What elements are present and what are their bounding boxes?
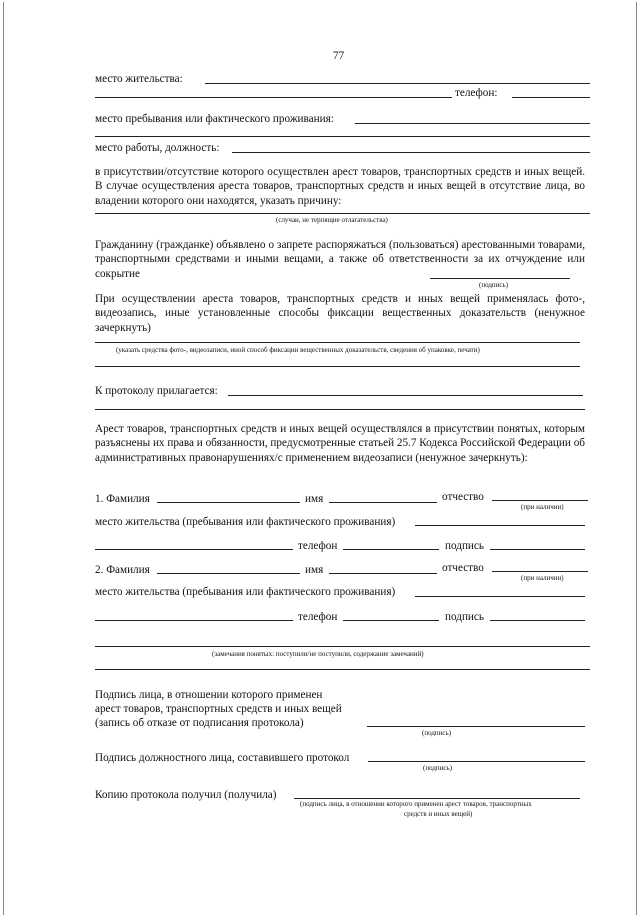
copy-signature-line[interactable]	[294, 798, 580, 799]
copy-received-label: Копию протокола получил (получила)	[95, 789, 277, 801]
photo-line-2[interactable]	[95, 366, 580, 367]
person-sign-label-1: Подпись лица, в отношении которого применен	[95, 689, 323, 701]
witness2-surname-label: 2. Фамилия	[95, 564, 150, 576]
witness2-patronymic-line[interactable]	[492, 571, 588, 572]
witness2-residence-label: место жительства (пребывания или фактического проживания)	[95, 586, 396, 598]
witness2-residence-line[interactable]	[415, 596, 585, 597]
witness1-name-line[interactable]	[329, 502, 437, 503]
witness2-signature-label: подпись	[445, 611, 484, 623]
witness2-patronymic-label: отчество	[442, 562, 484, 574]
presence-paragraph: в присутствии/отсутствие которого осуществлен арест товаров, транспортных средств и иных вещей. В случае осуществления ареста товаров, транспортных средств и иных вещей в отсутствие лица, во владении которого они находятся, указать причину:	[95, 166, 585, 207]
copy-hint-1: (подпись лица, в отношении которого применен арест товаров, транспортных	[300, 800, 532, 808]
witness2-surname-line[interactable]	[157, 573, 300, 574]
page-number: 77	[333, 50, 345, 62]
witness2-if-any-hint: (при наличии)	[521, 574, 564, 582]
work-label: место работы, должность:	[95, 142, 220, 154]
witness1-surname-label: 1. Фамилия	[95, 493, 150, 505]
photo-paragraph: При осуществлении ареста товаров, транспортных средств и иных вещей применялась фото-, видеозапись, иные установленные способы фиксации вещественных доказательств (ненужное зачеркнуть)	[95, 293, 585, 334]
attach-line[interactable]	[228, 395, 583, 396]
remarks-line[interactable]	[95, 646, 590, 647]
witness1-residence-line[interactable]	[415, 525, 585, 526]
copy-hint-2: средств и иных вещей)	[404, 810, 473, 818]
person-signature-line[interactable]	[367, 726, 585, 727]
person-signature-hint: (подпись)	[422, 729, 452, 737]
stay-label: место пребывания или фактического проживания:	[95, 113, 334, 125]
witness2-signature-line[interactable]	[490, 620, 585, 621]
stay-line-2[interactable]	[95, 136, 590, 137]
reason-hint: (случаи, не терпящие отлагательства)	[276, 216, 388, 224]
phone-line[interactable]	[512, 97, 590, 98]
phone-label: телефон:	[455, 87, 498, 99]
photo-hint: (указать средства фото-, видеозаписи, иной способ фиксации вещественных доказательств, сведения об упаковке, печати)	[116, 346, 480, 354]
residence-line-2[interactable]	[95, 97, 452, 98]
official-sign-label: Подпись должностного лица, составившего протокол	[95, 752, 350, 764]
person-sign-label-3: (запись об отказе от подписания протокола)	[95, 717, 304, 729]
witness1-patronymic-line[interactable]	[492, 500, 588, 501]
ban-signature-line[interactable]	[430, 278, 570, 279]
witness2-name-line[interactable]	[329, 573, 437, 574]
ban-paragraph: Гражданину (гражданке) объявлено о запрете распоряжаться (пользоваться) арестованными товарами, транспортными средствами и иными вещами, а также об ответственности за их отчуждение или сокрытие	[95, 239, 585, 280]
witness1-surname-line[interactable]	[157, 502, 300, 503]
witness1-residence-line-2[interactable]	[95, 549, 293, 550]
witness1-patronymic-label: отчество	[442, 491, 484, 503]
witness1-signature-label: подпись	[445, 540, 484, 552]
reason-line[interactable]	[95, 213, 590, 214]
official-signature-hint: (подпись)	[423, 764, 453, 772]
witness2-phone-label: телефон	[298, 611, 338, 623]
work-line[interactable]	[232, 152, 590, 153]
official-signature-line[interactable]	[368, 761, 585, 762]
witness2-name-label: имя	[305, 564, 324, 576]
witness-paragraph: Арест товаров, транспортных средств и иных вещей осуществлялся в присутствии понятых, которым разъяснены их права и обязанности, предусмотренные статьей 25.7 Кодекса Российской Федерации об административных правонарушениях/с применением видеозаписи (ненужное зачеркнуть):	[95, 423, 585, 464]
stay-line[interactable]	[355, 123, 590, 124]
residence-line[interactable]	[205, 83, 590, 84]
attach-label: К протоколу прилагается:	[95, 385, 218, 397]
remarks-line-2[interactable]	[95, 669, 590, 670]
witness1-phone-line[interactable]	[343, 549, 439, 550]
residence-label: место жительства:	[95, 73, 183, 85]
photo-line[interactable]	[95, 342, 580, 343]
witness2-phone-line[interactable]	[343, 620, 439, 621]
witness1-signature-line[interactable]	[490, 549, 585, 550]
witness2-residence-line-2[interactable]	[95, 620, 293, 621]
witness1-residence-label: место жительства (пребывания или фактического проживания)	[95, 516, 396, 528]
witness1-phone-label: телефон	[298, 540, 338, 552]
person-sign-label-2: арест товаров, транспортных средств и иных вещей	[95, 703, 342, 715]
ban-signature-hint: (подпись)	[479, 281, 509, 289]
witness1-if-any-hint: (при наличии)	[521, 503, 564, 511]
remarks-hint: (замечания понятых: поступили/не поступили, содержание замечаний)	[212, 650, 424, 658]
witness1-name-label: имя	[305, 493, 324, 505]
attach-line-2[interactable]	[95, 409, 585, 410]
